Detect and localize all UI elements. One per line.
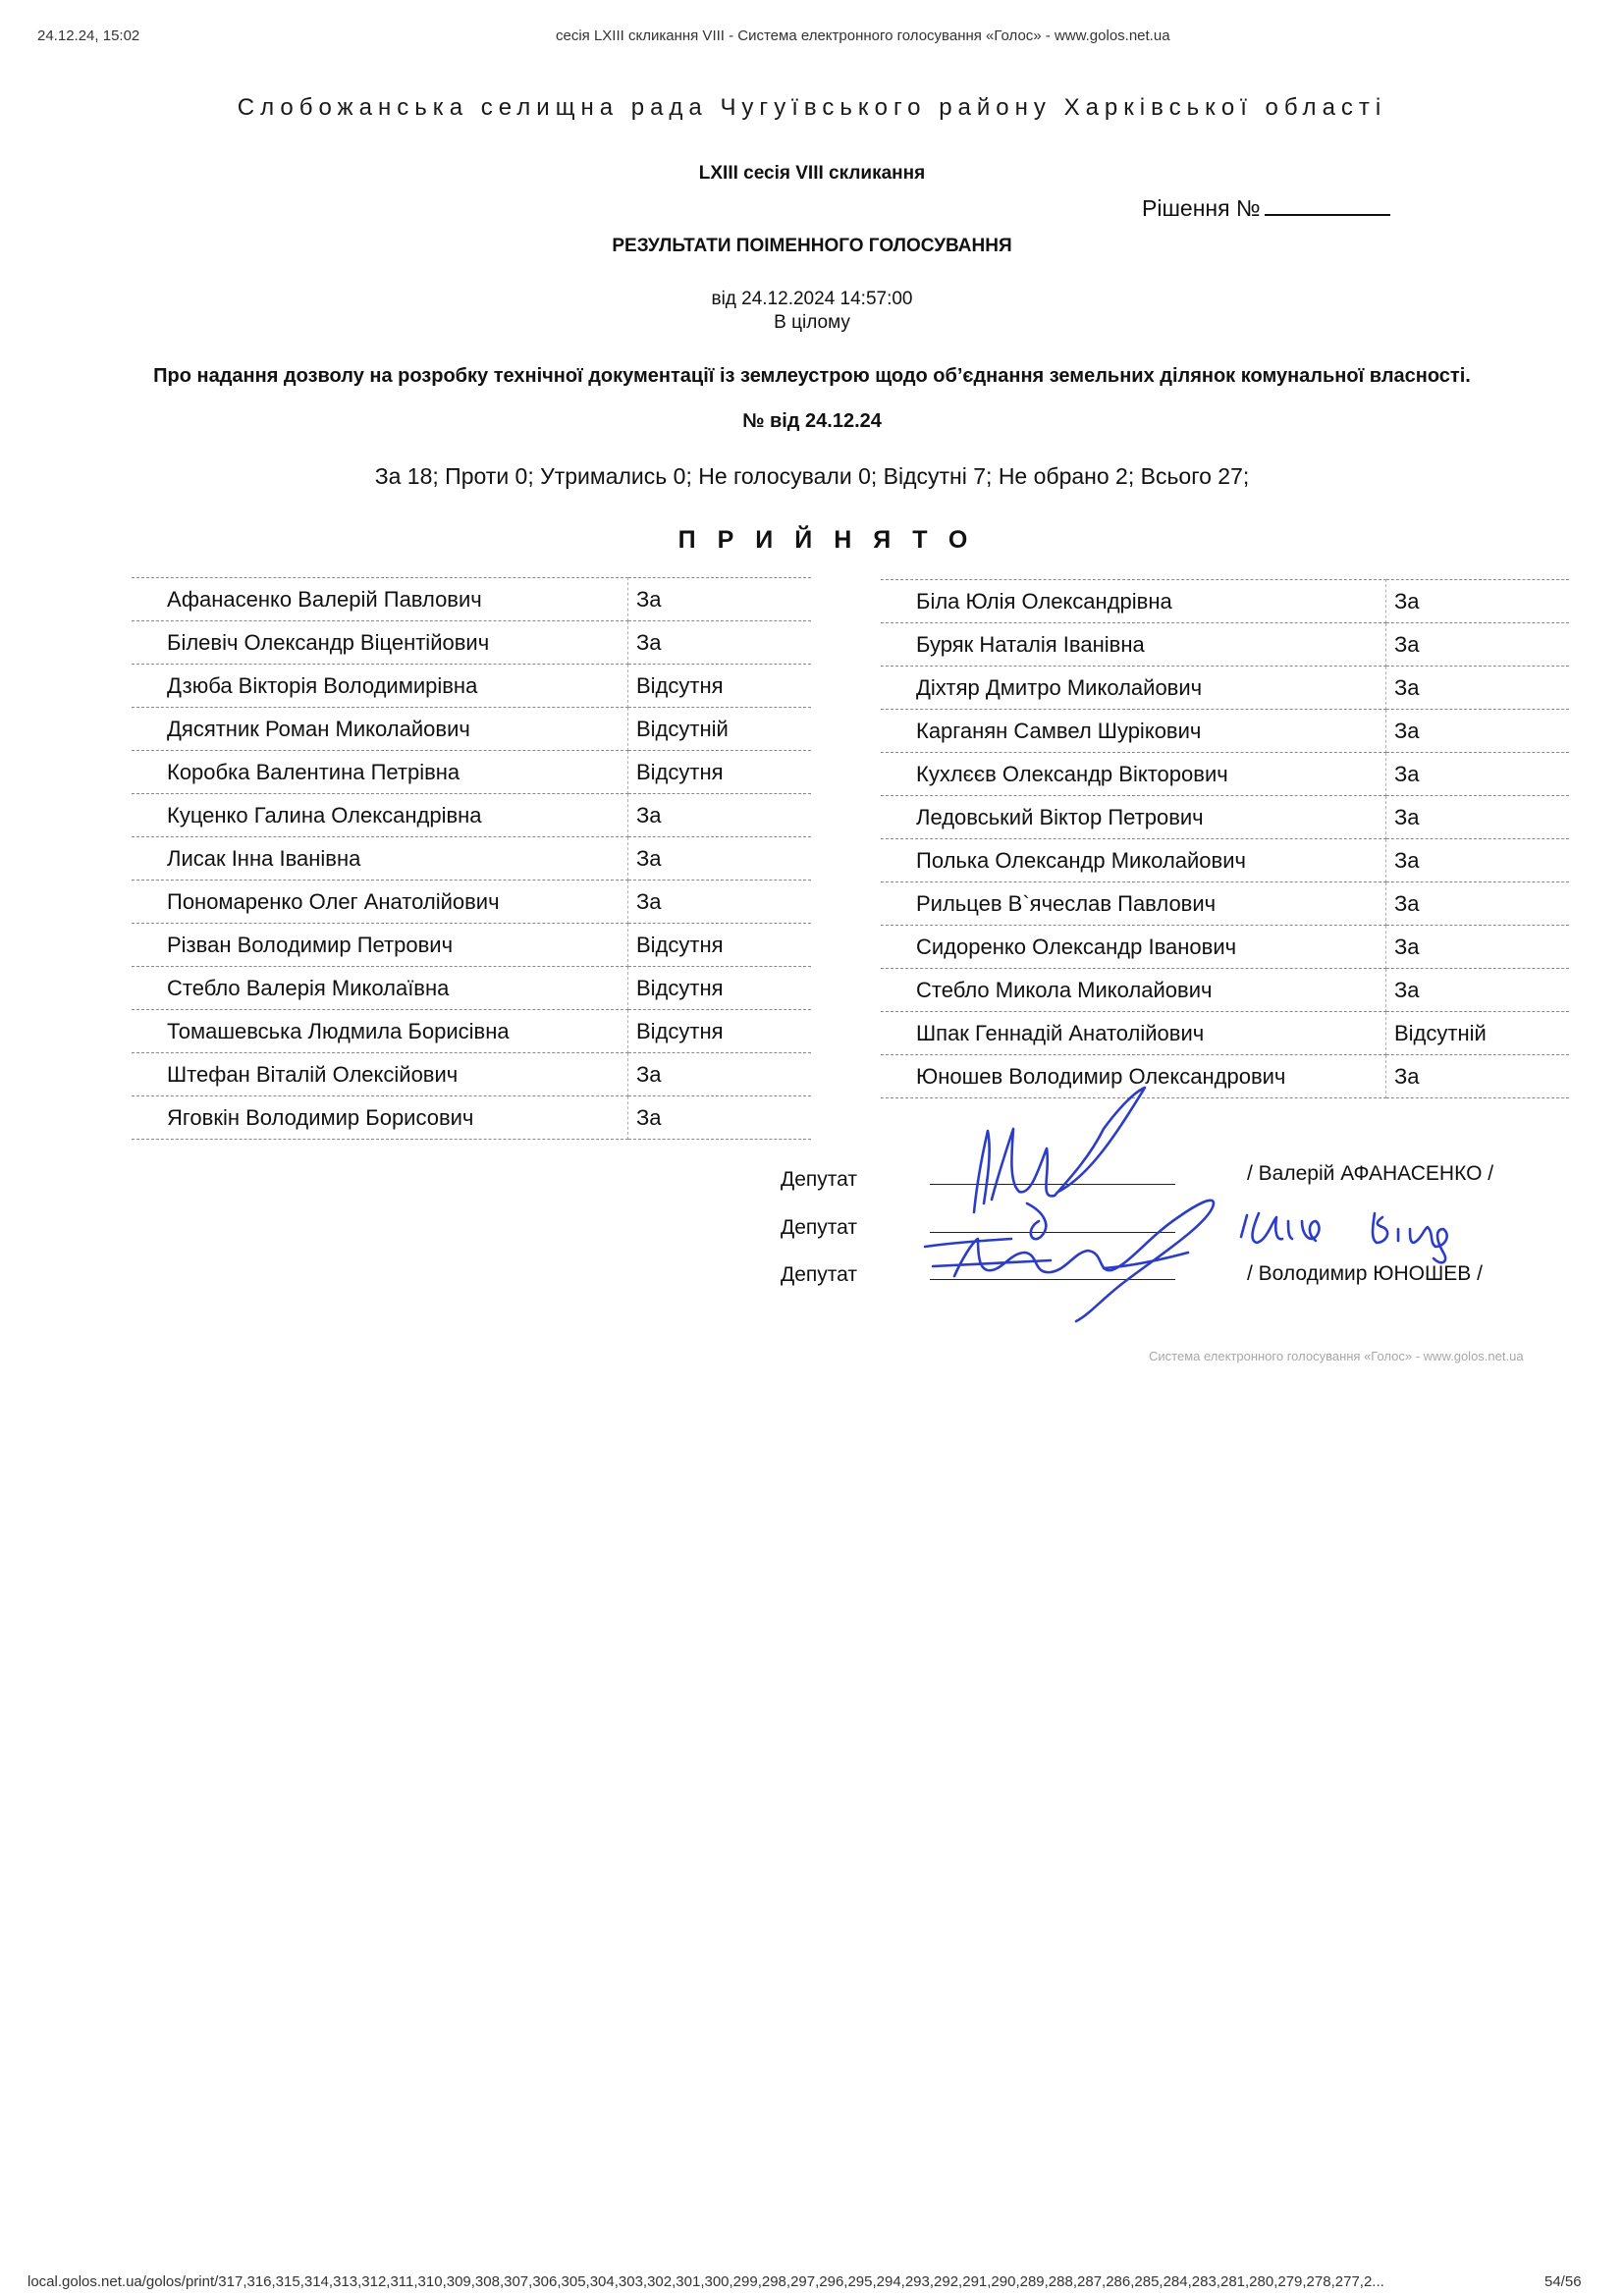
vote-result-cell: За bbox=[628, 794, 812, 837]
deputy-name-cell: Лисак Інна Іванівна bbox=[132, 837, 628, 881]
deputy-name-cell: Штефан Віталій Олексійович bbox=[132, 1053, 628, 1096]
council-name: Слобожанська селищна рада Чугуївського району Харківської області bbox=[237, 94, 1387, 121]
deputy-name-cell: Кухлєєв Олександр Вікторович bbox=[881, 753, 1386, 796]
vote-row bbox=[132, 621, 811, 665]
deputy-name-cell: Білевіч Олександр Віцентійович bbox=[132, 621, 628, 665]
vote-datetime: від 24.12.2024 14:57:00 bbox=[711, 289, 913, 309]
vote-result-cell: За bbox=[1386, 667, 1570, 710]
vote-row bbox=[132, 1010, 811, 1053]
vote-result-cell: За bbox=[628, 837, 812, 881]
vote-row bbox=[881, 667, 1569, 710]
signature-line-2 bbox=[930, 1232, 1175, 1233]
signature-bila bbox=[1241, 1213, 1447, 1262]
vote-result-cell: За bbox=[1386, 623, 1570, 667]
vote-row bbox=[132, 708, 811, 751]
vote-result-cell: Відсутня bbox=[628, 1010, 812, 1053]
vote-result-cell: Відсутня bbox=[628, 751, 812, 794]
session-title: LXIII сесія VIII скликання bbox=[698, 163, 926, 184]
vote-row bbox=[881, 969, 1569, 1012]
deputy-name-cell: Коробка Валентина Петрівна bbox=[132, 751, 628, 794]
vote-result-cell: За bbox=[1386, 969, 1570, 1012]
vote-result-cell: За bbox=[1386, 580, 1570, 623]
deputy-name-cell: Біла Юлія Олександрівна bbox=[881, 580, 1386, 623]
vote-row bbox=[881, 796, 1569, 839]
vote-row bbox=[881, 926, 1569, 969]
signature-yunoshev bbox=[925, 1201, 1214, 1321]
vote-result-cell: За bbox=[628, 578, 812, 621]
deputy-name-cell: Афанасенко Валерій Павлович bbox=[132, 578, 628, 621]
deputy-name-cell: Карганян Самвел Шурікович bbox=[881, 710, 1386, 753]
result-status: ПРИЙНЯТО bbox=[677, 526, 990, 554]
vote-row bbox=[132, 837, 811, 881]
vote-row bbox=[132, 967, 811, 1010]
deputy-name-cell: Томашевська Людмила Борисівна bbox=[132, 1010, 628, 1053]
deputy-name-cell: Куценко Галина Олександрівна bbox=[132, 794, 628, 837]
vote-result-cell: За bbox=[1386, 839, 1570, 882]
deputy-name-cell: Різван Володимир Петрович bbox=[132, 924, 628, 967]
vote-result-cell: Відсутня bbox=[628, 967, 812, 1010]
vote-row bbox=[132, 881, 811, 924]
vote-result-cell: Відсутній bbox=[1386, 1012, 1570, 1055]
deputy-name-cell: Ледовський Віктор Петрович bbox=[881, 796, 1386, 839]
votes-table-right bbox=[881, 579, 1569, 1098]
vote-row bbox=[881, 753, 1569, 796]
vote-scope: В цілому bbox=[774, 312, 850, 333]
vote-row bbox=[881, 882, 1569, 926]
vote-result-cell: За bbox=[1386, 753, 1570, 796]
deputy-name-1: / Валерій АФАНАСЕНКО / bbox=[1247, 1162, 1494, 1185]
vote-result-cell: Відсутня bbox=[628, 924, 812, 967]
votes-table-left bbox=[132, 577, 811, 1140]
vote-row bbox=[132, 924, 811, 967]
vote-result-cell: За bbox=[1386, 796, 1570, 839]
faint-footer: Система електронного голосування «Голос» - www.golos.net.ua bbox=[1149, 1349, 1524, 1363]
vote-row bbox=[881, 839, 1569, 882]
vote-row bbox=[881, 623, 1569, 667]
vote-row bbox=[881, 1012, 1569, 1055]
vote-result-cell: За bbox=[1386, 926, 1570, 969]
deputy-name-cell: Яговкін Володимир Борисович bbox=[132, 1096, 628, 1140]
signature-line-3 bbox=[930, 1279, 1175, 1280]
signature-line-1 bbox=[930, 1184, 1175, 1185]
vote-result-cell: За bbox=[1386, 710, 1570, 753]
subject-title: Про надання дозволу на розробку технічної документації із землеустрою щодо об’єднання земельних ділянок комунальної власності. bbox=[153, 365, 1471, 387]
print-url: local.golos.net.ua/golos/print/317,316,315,314,313,312,311,310,309,308,307,306,305,304,303,302,301,300,299,298,297,296,295,294,293,292,291,290,289,288,287,286,285,284,283,281,280,279,278,277,2... bbox=[27, 2273, 1384, 2290]
vote-row bbox=[881, 1055, 1569, 1098]
vote-result-cell: Відсутня bbox=[628, 665, 812, 708]
page-number: 54/56 bbox=[1544, 2273, 1582, 2290]
deputy-name-cell: Сидоренко Олександр Іванович bbox=[881, 926, 1386, 969]
deputy-name-cell: Діхтяр Дмитро Миколайович bbox=[881, 667, 1386, 710]
print-header: сесія LXIII скликання VIII - Система електронного голосування «Голос» - www.golos.net.ua bbox=[556, 27, 1170, 44]
deputy-name-cell: Буряк Наталія Іванівна bbox=[881, 623, 1386, 667]
deputy-name-cell: Юношев Володимир Олександрович bbox=[881, 1055, 1386, 1098]
deputy-name-cell: Стебло Валерія Миколаївна bbox=[132, 967, 628, 1010]
subject-number: № від 24.12.24 bbox=[742, 410, 882, 432]
vote-result-cell: За bbox=[1386, 1055, 1570, 1098]
print-datetime: 24.12.24, 15:02 bbox=[37, 27, 140, 44]
deputy-name-cell: Дзюба Вікторія Володимирівна bbox=[132, 665, 628, 708]
deputy-name-cell: Шпак Геннадій Анатолійович bbox=[881, 1012, 1386, 1055]
signature-bila-stroke bbox=[1104, 1253, 1188, 1268]
deputy-label-1: Депутат bbox=[781, 1168, 857, 1191]
vote-result-cell: Відсутній bbox=[628, 708, 812, 751]
vote-row bbox=[132, 1053, 811, 1096]
vote-result-cell: За bbox=[628, 881, 812, 924]
deputy-name-cell: Полька Олександр Миколайович bbox=[881, 839, 1386, 882]
deputy-name-cell: Дясятник Роман Миколайович bbox=[132, 708, 628, 751]
vote-result-cell: За bbox=[1386, 882, 1570, 926]
deputy-name-cell: Пономаренко Олег Анатолійович bbox=[132, 881, 628, 924]
decision-label: Рішення № bbox=[1142, 195, 1261, 221]
vote-row bbox=[881, 580, 1569, 623]
deputy-name-3: / Володимир ЮНОШЕВ / bbox=[1247, 1262, 1483, 1285]
vote-result-cell: За bbox=[628, 621, 812, 665]
vote-result-cell: За bbox=[628, 1096, 812, 1140]
vote-summary: За 18; Проти 0; Утримались 0; Не голосували 0; Відсутні 7; Не обрано 2; Всього 27; bbox=[374, 463, 1250, 489]
deputy-name-cell: Рильцев В`ячеслав Павлович bbox=[881, 882, 1386, 926]
decision-number-blank bbox=[1265, 194, 1390, 216]
vote-row bbox=[132, 1096, 811, 1140]
results-title: РЕЗУЛЬТАТИ ПОІМЕННОГО ГОЛОСУВАННЯ bbox=[612, 236, 1012, 256]
signature-afanasenko bbox=[974, 1088, 1145, 1239]
vote-row bbox=[132, 665, 811, 708]
deputy-name-cell: Стебло Микола Миколайович bbox=[881, 969, 1386, 1012]
vote-row bbox=[132, 794, 811, 837]
deputy-label-2: Депутат bbox=[781, 1216, 857, 1239]
deputy-label-3: Депутат bbox=[781, 1263, 857, 1286]
vote-result-cell: За bbox=[628, 1053, 812, 1096]
vote-row bbox=[881, 710, 1569, 753]
vote-row bbox=[132, 578, 811, 621]
decision-number bbox=[1142, 194, 1390, 222]
vote-row bbox=[132, 751, 811, 794]
